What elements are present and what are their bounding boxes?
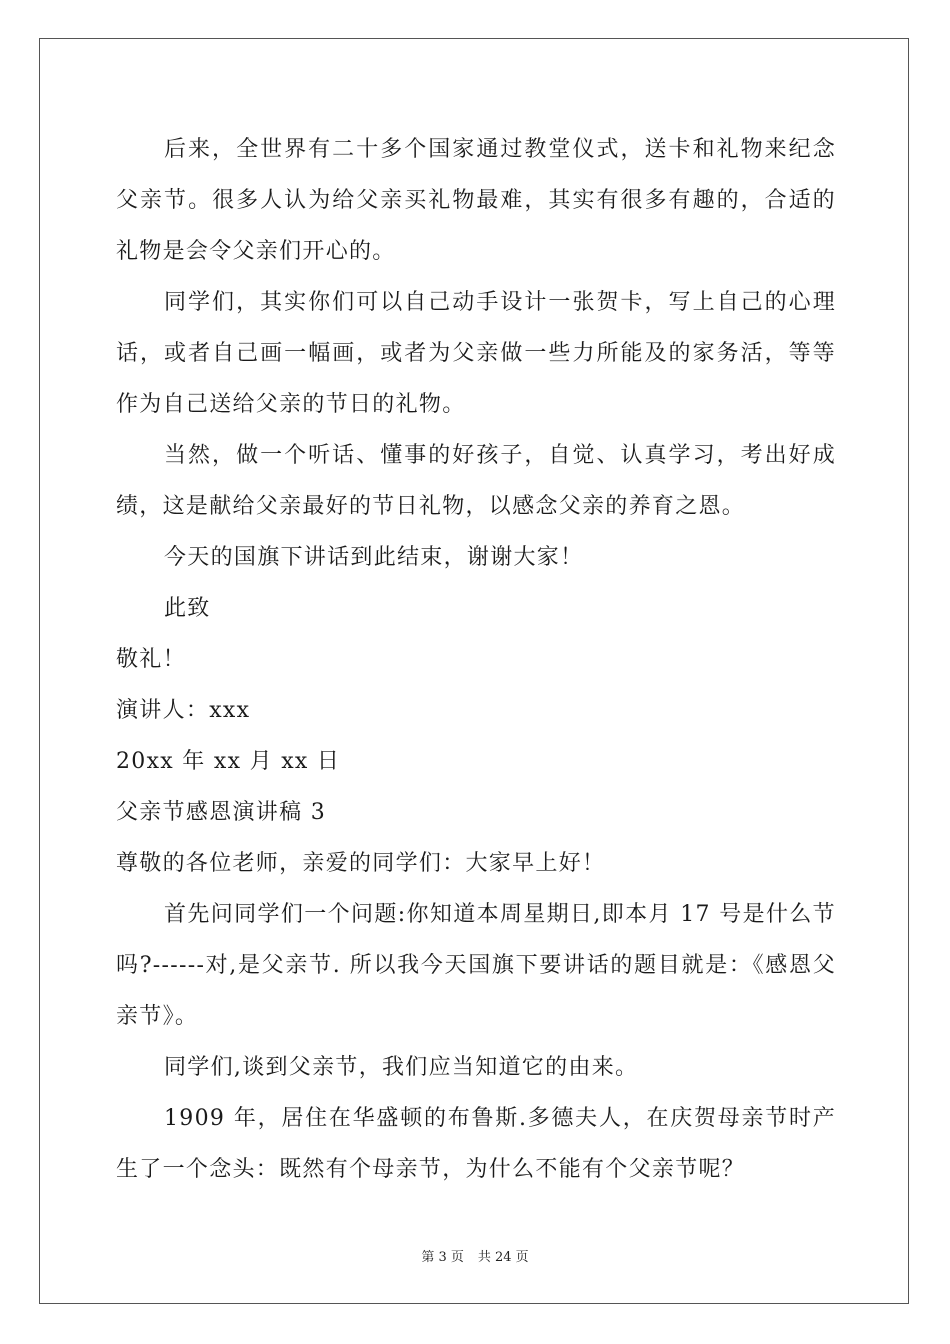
paragraph: 首先问同学们一个问题:你知道本周星期日,即本月 17 号是什么节吗?------对,是父亲节. 所以我今天国旗下要讲话的题目就是：《感恩父亲节》。 [116,902,836,1029]
page-total: 共 24 页 [477,1250,529,1265]
page-number: 第 3 页 [421,1250,464,1265]
salutation-closing: 敬礼！ [116,647,186,672]
paragraph: 后来，全世界有二十多个国家通过教堂仪式，送卡和礼物来纪念父亲节。很多人认为给父亲买礼物最难，其实有很多有趣的，合适的礼物是会令父亲们开心的。 [116,137,836,264]
greeting-line: 尊敬的各位老师，亲爱的同学们：大家早上好！ [116,851,606,876]
date-line: 20xx 年 xx 月 xx 日 [116,749,341,774]
document-body [116,124,836,1195]
section-title: 父亲节感恩演讲稿 3 [116,800,326,825]
paragraph: 1909 年，居住在华盛顿的布鲁斯.多德夫人，在庆贺母亲节时产生了一个念头：既然有个母亲节，为什么不能有个父亲节呢？ [116,1106,836,1182]
salutation-line: 此致 [164,596,211,621]
paragraph: 同学们，其实你们可以自己动手设计一张贺卡，写上自己的心理话，或者自己画一幅画，或者为父亲做一些力所能及的家务活，等等作为自己送给父亲的节日的礼物。 [116,290,836,417]
paragraph: 今天的国旗下讲话到此结束，谢谢大家！ [164,545,584,570]
speaker-line: 演讲人：xxx [116,698,251,723]
paragraph: 同学们,谈到父亲节，我们应当知道它的由来。 [164,1055,639,1080]
page-footer [0,1246,950,1265]
paragraph: 当然，做一个听话、懂事的好孩子，自觉、认真学习，考出好成绩，这是献给父亲最好的节日礼物，以感念父亲的养育之恩。 [116,443,836,519]
